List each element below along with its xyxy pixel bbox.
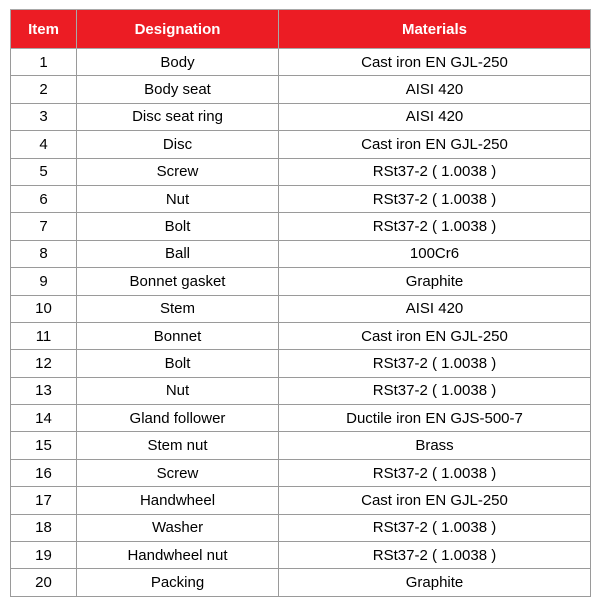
designation-cell: Stem [77, 295, 279, 322]
material-cell: RSt37-2 ( 1.0038 ) [279, 213, 591, 240]
table-row [11, 185, 591, 212]
table-row [11, 158, 591, 185]
material-cell: RSt37-2 ( 1.0038 ) [279, 377, 591, 404]
table-row [11, 459, 591, 486]
designation-cell: Packing [77, 569, 279, 596]
material-cell: Cast iron EN GJL-250 [279, 322, 591, 349]
table-header [11, 10, 591, 49]
item-number-cell: 20 [11, 569, 77, 596]
header-materials: Materials [279, 10, 591, 49]
item-number-cell: 7 [11, 213, 77, 240]
material-cell: AISI 420 [279, 103, 591, 130]
table-row [11, 405, 591, 432]
material-cell: RSt37-2 ( 1.0038 ) [279, 158, 591, 185]
material-cell: 100Cr6 [279, 240, 591, 267]
item-number-cell: 5 [11, 158, 77, 185]
parts-materials-table [10, 9, 591, 597]
material-cell: RSt37-2 ( 1.0038 ) [279, 459, 591, 486]
designation-cell: Bolt [77, 350, 279, 377]
material-cell: Graphite [279, 569, 591, 596]
material-cell: Cast iron EN GJL-250 [279, 131, 591, 158]
material-cell: RSt37-2 ( 1.0038 ) [279, 185, 591, 212]
material-cell: RSt37-2 ( 1.0038 ) [279, 350, 591, 377]
table-body [11, 49, 591, 597]
item-number-cell: 17 [11, 487, 77, 514]
item-number-cell: 6 [11, 185, 77, 212]
table-row [11, 295, 591, 322]
designation-cell: Disc [77, 131, 279, 158]
material-cell: Graphite [279, 268, 591, 295]
designation-cell: Ball [77, 240, 279, 267]
designation-cell: Bolt [77, 213, 279, 240]
designation-cell: Bonnet [77, 322, 279, 349]
item-number-cell: 19 [11, 542, 77, 569]
item-number-cell: 15 [11, 432, 77, 459]
item-number-cell: 9 [11, 268, 77, 295]
header-designation: Designation [77, 10, 279, 49]
designation-cell: Handwheel [77, 487, 279, 514]
table-row [11, 131, 591, 158]
table-row [11, 76, 591, 103]
designation-cell: Body [77, 49, 279, 76]
designation-cell: Bonnet gasket [77, 268, 279, 295]
table-row [11, 103, 591, 130]
material-cell: Cast iron EN GJL-250 [279, 487, 591, 514]
table-row [11, 49, 591, 76]
item-number-cell: 1 [11, 49, 77, 76]
item-number-cell: 4 [11, 131, 77, 158]
item-number-cell: 16 [11, 459, 77, 486]
material-cell: Ductile iron EN GJS-500-7 [279, 405, 591, 432]
designation-cell: Nut [77, 377, 279, 404]
designation-cell: Screw [77, 459, 279, 486]
material-cell: RSt37-2 ( 1.0038 ) [279, 514, 591, 541]
table-row [11, 377, 591, 404]
designation-cell: Gland follower [77, 405, 279, 432]
table-row [11, 487, 591, 514]
material-cell: AISI 420 [279, 76, 591, 103]
table-row [11, 542, 591, 569]
designation-cell: Body seat [77, 76, 279, 103]
designation-cell: Handwheel nut [77, 542, 279, 569]
item-number-cell: 18 [11, 514, 77, 541]
material-cell: Brass [279, 432, 591, 459]
table-row [11, 268, 591, 295]
table-row [11, 213, 591, 240]
material-cell: AISI 420 [279, 295, 591, 322]
designation-cell: Disc seat ring [77, 103, 279, 130]
table-row [11, 432, 591, 459]
table-row [11, 240, 591, 267]
material-cell: Cast iron EN GJL-250 [279, 49, 591, 76]
designation-cell: Washer [77, 514, 279, 541]
material-cell: RSt37-2 ( 1.0038 ) [279, 542, 591, 569]
designation-cell: Nut [77, 185, 279, 212]
header-item: Item [11, 10, 77, 49]
item-number-cell: 10 [11, 295, 77, 322]
item-number-cell: 8 [11, 240, 77, 267]
item-number-cell: 12 [11, 350, 77, 377]
designation-cell: Stem nut [77, 432, 279, 459]
designation-cell: Screw [77, 158, 279, 185]
item-number-cell: 13 [11, 377, 77, 404]
item-number-cell: 14 [11, 405, 77, 432]
header-row [11, 10, 591, 49]
table-row [11, 514, 591, 541]
table-row [11, 350, 591, 377]
item-number-cell: 3 [11, 103, 77, 130]
item-number-cell: 11 [11, 322, 77, 349]
table-row [11, 322, 591, 349]
table-row [11, 569, 591, 596]
item-number-cell: 2 [11, 76, 77, 103]
